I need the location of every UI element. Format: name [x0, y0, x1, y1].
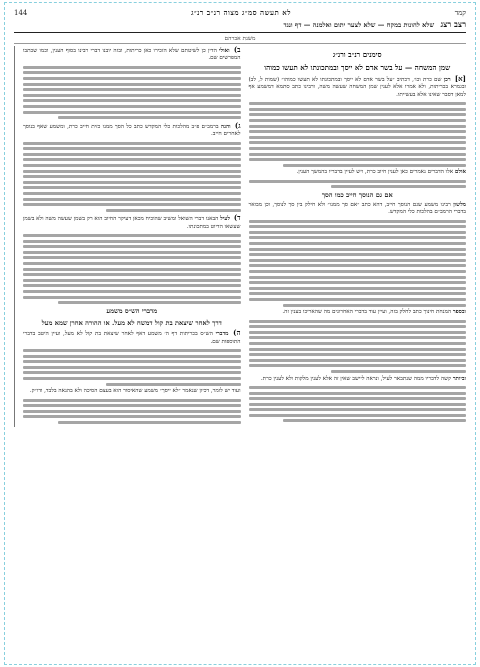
- text-line: [23, 83, 241, 86]
- text-line: [249, 348, 467, 351]
- paragraph-4: [249, 309, 467, 316]
- note-text: הש״ס בכריתות דף ה׳ משמע דאף לאחר שיצאת בת קול לא מעל, ועיין היטב בדברי התוספות שם.: [23, 331, 241, 345]
- text-line: [58, 116, 241, 119]
- notes-section-subtitle: דרך לאחר שיצאת בת קול דמשח לא מעל. או ההורה אחרן שמא מעל: [41, 318, 222, 327]
- running-header: [14, 8, 466, 18]
- text-line: [249, 119, 467, 122]
- text-line: [23, 268, 241, 271]
- text-line: [249, 248, 467, 251]
- text-line: [249, 236, 467, 239]
- note-lead-word: מדברי: [215, 331, 229, 338]
- notes-section-title: מדברי הש״ס משמע: [106, 307, 158, 316]
- note-marker: ב): [233, 45, 241, 54]
- text-line: [249, 325, 467, 328]
- text-line: [249, 320, 467, 323]
- text-line: [23, 111, 241, 114]
- text-line: [283, 419, 466, 422]
- text-line: [249, 102, 467, 105]
- text-line: [58, 301, 241, 304]
- notes-column: [14, 46, 241, 427]
- para-lead-word: וביותר: [452, 375, 466, 382]
- text-line: [249, 108, 467, 111]
- text-line: [23, 153, 241, 156]
- text-line: [249, 392, 467, 395]
- text-line: [249, 287, 467, 290]
- text-line: [23, 399, 241, 402]
- text-line: [23, 366, 241, 369]
- text-line: [23, 77, 241, 80]
- note-marker: ד): [233, 213, 241, 223]
- text-line: [23, 94, 241, 97]
- text-line: [249, 180, 467, 183]
- text-line: [23, 66, 241, 69]
- note-3: [23, 122, 241, 139]
- note-6: [23, 388, 241, 395]
- text-line: [249, 414, 467, 417]
- text-line: [249, 408, 467, 411]
- text-line: [249, 364, 467, 367]
- text-line: [23, 290, 241, 293]
- text-line: [23, 349, 241, 352]
- text-line: [23, 377, 241, 380]
- text-line: [249, 242, 467, 245]
- main-section-subtitle: שמן המשחה — על בשר אדם לא ייסך ובמתכונתו לא תעשו כמוהו: [264, 63, 451, 72]
- text-line: [249, 359, 467, 362]
- para-lead-word: מלשון: [453, 201, 466, 208]
- text-line: [23, 170, 241, 173]
- header-title: לא תעשה סמ״ג מצוה רנ״ב רנ״ג: [191, 8, 291, 17]
- text-line: [249, 153, 467, 156]
- text-line: [249, 342, 467, 345]
- para-text: רבינו משמע שגם הנוסך חייב, דהא כתב ״אם סך ממנו״ ולא חילק בין סך לנוסך, וכן מבואר בדברי הרמב״ם בהלכות כלי המקדש.: [248, 201, 466, 216]
- note-text: ברמב״ם פ״ב מהלכות כלי המקדש כתב כל הסך ממנו כזית חייב כרת, ומשמע שאף בנוסך לאחרים חייב.: [23, 123, 241, 138]
- para-lead-word: ובספר: [452, 309, 466, 316]
- text-line: [249, 270, 467, 273]
- text-line: [249, 292, 467, 295]
- text-line: [249, 298, 467, 301]
- para-text: שם כרת וכו׳, דכתיב ״על בשר אדם לא ייסך ובמתכונתו לא תעשו כמוהו״ (שמות ל, לב) ובגמרא בכריתות, ולא אמרו אלא לענין שמן המשחה שעשה משה, ורבינו כתב סתמא דמשמע אף למאן דסבר שאינו אלא בעשייתו.: [248, 77, 466, 98]
- note-4: [23, 214, 241, 231]
- text-line: [23, 198, 241, 201]
- note-lead-word: לעיל: [220, 216, 231, 223]
- para-marker: [א]: [454, 74, 466, 83]
- note-text: הדין כן לשיטתם שלא הזכירו כאן כריתות, ובזה יובנו דברי רבינו בסוף הענין, וכמו שכתבו המפרשים שם.: [23, 48, 241, 62]
- text-line: [23, 99, 241, 102]
- main-section-title: סימנים רנ״ב ורנ״ג: [332, 50, 382, 59]
- note-lead-word: ואולי: [219, 48, 230, 54]
- text-line: [23, 203, 241, 206]
- text-line: [249, 141, 467, 144]
- page-number-hebrew: קמד: [454, 9, 466, 17]
- text-line: [23, 105, 241, 108]
- text-line: [23, 256, 241, 259]
- text-line: [23, 164, 241, 167]
- text-line: [23, 142, 241, 145]
- text-line: [249, 386, 467, 389]
- para-text: המנחת חינוך כתב לחלק בזה, ועיין עוד בדברי האחרונים מה שהאריכו בענין זה.: [282, 309, 452, 316]
- page-number: 144: [14, 9, 28, 17]
- text-line: [23, 404, 241, 407]
- commentary-title: משנת אברהם: [14, 36, 466, 44]
- text-line: [23, 371, 241, 374]
- two-columns: [14, 46, 466, 427]
- text-line: [249, 281, 467, 284]
- text-line: [106, 209, 241, 212]
- text-line: [23, 192, 241, 195]
- paragraph-2: [249, 169, 467, 176]
- main-column: [249, 46, 467, 427]
- text-line: [23, 279, 241, 282]
- note-2: [23, 46, 241, 63]
- text-line: [249, 147, 467, 150]
- banner-lead: רצב רצג: [440, 20, 466, 29]
- para-text: אלו הדברים נאמרים כאן לענין חיוב כרת, ויש לעיין בדבריו בהמשך הענין.: [296, 169, 454, 176]
- text-line: [23, 240, 241, 243]
- text-line: [23, 355, 241, 358]
- paragraph-5: [249, 376, 467, 383]
- text-line: [58, 421, 241, 424]
- text-line: [249, 259, 467, 262]
- text-line: [23, 147, 241, 150]
- note-5: [23, 329, 241, 346]
- para-lead-word: אולם: [454, 169, 466, 176]
- text-line: [23, 415, 241, 418]
- paragraph-1: [249, 75, 467, 99]
- text-line: [23, 360, 241, 363]
- para-lead-word: רכן: [443, 77, 451, 83]
- note-lead-word: והנה: [220, 123, 231, 130]
- text-line: [283, 304, 466, 307]
- text-line: [23, 186, 241, 189]
- para-text: קשה לדבריו ממה שנתבאר לעיל, ונראה ליישב שאין זה אלא לענין מלקות ולא לענין כרת.: [260, 375, 452, 382]
- sub-heading: אם גם הנוסך חייב כמו הסך: [321, 191, 393, 200]
- text-line: [23, 410, 241, 413]
- text-line: [23, 158, 241, 161]
- text-line: [249, 276, 467, 279]
- text-line: [23, 71, 241, 74]
- note-marker: ג): [234, 120, 241, 130]
- text-line: [249, 113, 467, 116]
- text-line: [249, 125, 467, 128]
- note-marker: ה): [233, 328, 241, 338]
- text-line: [249, 136, 467, 139]
- text-line: [249, 231, 467, 234]
- text-line: [23, 181, 241, 184]
- text-line: [249, 403, 467, 406]
- text-line: [106, 383, 241, 386]
- text-line: [249, 264, 467, 267]
- text-line: [23, 262, 241, 265]
- text-line: [23, 88, 241, 91]
- text-line: [23, 296, 241, 299]
- text-line: [331, 370, 466, 373]
- text-line: [249, 158, 467, 161]
- text-line: [249, 225, 467, 228]
- text-line: [23, 175, 241, 178]
- text-line: [249, 253, 467, 256]
- text-line: [249, 353, 467, 356]
- text-line: [249, 220, 467, 223]
- text-line: [249, 331, 467, 334]
- text-line: [249, 336, 467, 339]
- top-banner: [14, 20, 466, 33]
- note-text: הבאנו דברי השואל ומשיב שהוכיח מכאן דעיקר החיוב הוא רק בשמן שעשה משה ולא בשמן שעשאו הדיוט במתכונתו.: [23, 216, 241, 230]
- text-line: [23, 284, 241, 287]
- paragraph-3: [249, 202, 467, 217]
- text-line: [23, 234, 241, 237]
- text-line: [249, 397, 467, 400]
- text-line: [283, 164, 466, 167]
- text-line: [23, 245, 241, 248]
- text-line: [23, 273, 241, 276]
- text-line: [331, 185, 466, 188]
- text-line: [23, 251, 241, 254]
- note-text: ועוד יש לומר, דכיון שנאמר ״לא ייסך״ משמע שהאיסור הוא בעצם הסיכה ולא בהנאה בלבד, ודו״ק.: [29, 388, 241, 395]
- text-line: [249, 130, 467, 133]
- banner-text: שלא להונות במקח — שלא לצער יתום ואלמנה — דף ונגד: [283, 21, 435, 29]
